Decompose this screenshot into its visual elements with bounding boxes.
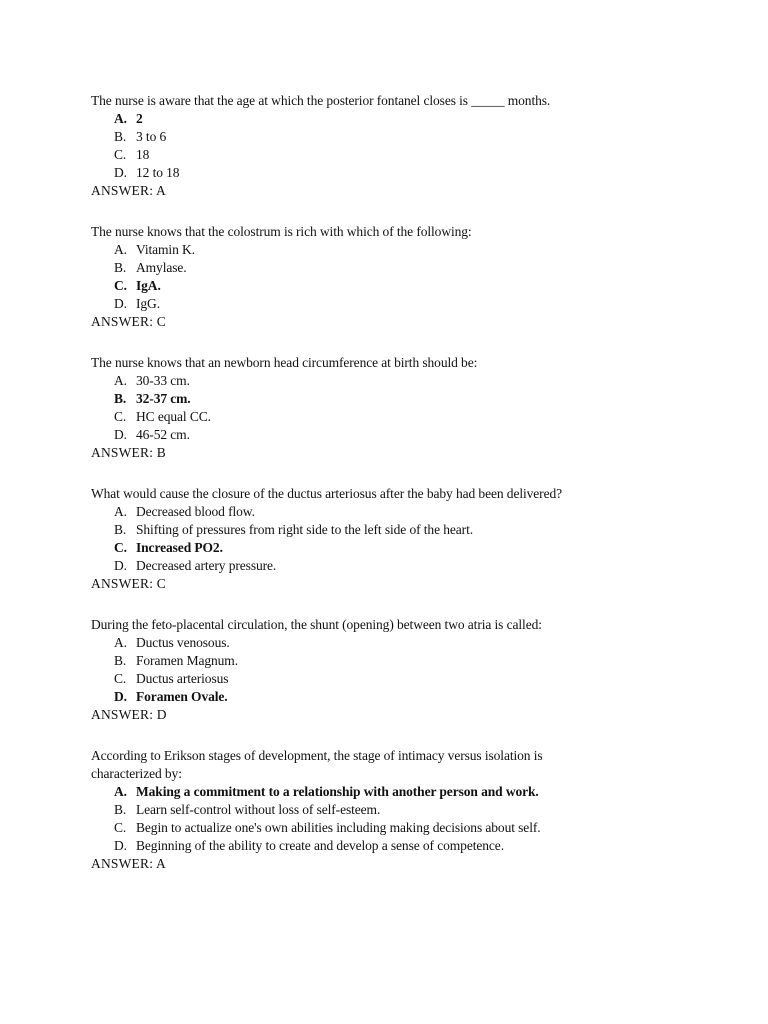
question-stem: The nurse is aware that the age at which the posterior fontanel closes is _____ months. [91, 93, 551, 108]
option-list [91, 503, 711, 575]
question-3 [91, 354, 711, 462]
answer-line: ANSWER: C [91, 314, 166, 329]
question-stem: During the feto-placental circulation, the shunt (opening) between two atria is called: [91, 617, 542, 632]
option-b [91, 390, 711, 408]
question-stem: The nurse knows that the colostrum is rich with which of the following: [91, 224, 472, 239]
option-text: Making a commitment to a relationship with another person and work. [136, 784, 539, 799]
option-letter: D. [114, 427, 127, 442]
option-letter: D. [114, 689, 127, 704]
option-text: 30-33 cm. [136, 373, 190, 388]
option-text: Begin to actualize one's own abilities including making decisions about self. [136, 820, 541, 835]
option-text: 46-52 cm. [136, 427, 190, 442]
option-d [91, 426, 711, 444]
option-letter: C. [114, 409, 127, 424]
option-text: Decreased artery pressure. [136, 558, 277, 573]
option-c [91, 408, 711, 426]
option-a [91, 503, 711, 521]
spacer [91, 724, 711, 747]
option-text: Ductus venosous. [136, 635, 230, 650]
question-stem: The nurse knows that an newborn head circumference at birth should be: [91, 355, 478, 370]
option-text: Increased PO2. [136, 540, 223, 555]
option-text: 2 [136, 111, 143, 126]
option-letter: A. [114, 504, 127, 519]
answer-line: ANSWER: A [91, 183, 166, 198]
option-d [91, 837, 711, 855]
option-text: IgA. [136, 278, 161, 293]
option-letter: D. [114, 296, 127, 311]
option-text: Ductus arteriosus [136, 671, 229, 686]
option-b [91, 801, 711, 819]
question-5 [91, 616, 711, 724]
spacer [91, 331, 711, 354]
option-text: 32-37 cm. [136, 391, 191, 406]
document-page [91, 92, 711, 873]
option-text: 12 to 18 [136, 165, 180, 180]
answer-line: ANSWER: B [91, 445, 166, 460]
option-letter: D. [114, 165, 127, 180]
spacer [91, 462, 711, 485]
option-d [91, 295, 711, 313]
option-letter: C. [114, 278, 127, 293]
spacer [91, 200, 711, 223]
question-2 [91, 223, 711, 331]
option-list [91, 372, 711, 444]
option-c [91, 146, 711, 164]
answer-line: ANSWER: D [91, 707, 167, 722]
option-b [91, 128, 711, 146]
option-b [91, 521, 711, 539]
question-4 [91, 485, 711, 593]
option-c [91, 539, 711, 557]
answer-line: ANSWER: A [91, 856, 166, 871]
option-letter: B. [114, 802, 127, 817]
option-letter: A. [114, 373, 127, 388]
option-d [91, 164, 711, 182]
option-a [91, 110, 711, 128]
option-letter: B. [114, 653, 127, 668]
option-text: Foramen Magnum. [136, 653, 238, 668]
option-text: Vitamin K. [136, 242, 195, 257]
option-text: 3 to 6 [136, 129, 167, 144]
option-letter: B. [114, 391, 127, 406]
option-c [91, 277, 711, 295]
question-6 [91, 747, 711, 873]
option-text: 18 [136, 147, 150, 162]
option-text: Learn self-control without loss of self-esteem. [136, 802, 381, 817]
question-1 [91, 92, 711, 200]
option-letter: C. [114, 540, 127, 555]
option-a [91, 783, 711, 801]
option-d [91, 557, 711, 575]
option-letter: B. [114, 129, 127, 144]
option-text: Amylase. [136, 260, 187, 275]
option-list [91, 110, 711, 182]
option-letter: A. [114, 111, 127, 126]
option-a [91, 372, 711, 390]
option-a [91, 241, 711, 259]
option-list [91, 634, 711, 706]
answer-line: ANSWER: C [91, 576, 166, 591]
option-letter: D. [114, 558, 127, 573]
option-text: Foramen Ovale. [136, 689, 228, 704]
option-d [91, 688, 711, 706]
option-letter: C. [114, 671, 127, 686]
option-text: Decreased blood flow. [136, 504, 255, 519]
option-letter: D. [114, 838, 127, 853]
option-letter: A. [114, 635, 127, 650]
option-letter: B. [114, 260, 127, 275]
option-b [91, 259, 711, 277]
option-b [91, 652, 711, 670]
option-letter: C. [114, 147, 127, 162]
option-text: HC equal CC. [136, 409, 211, 424]
option-text: Shifting of pressures from right side to the left side of the heart. [136, 522, 473, 537]
option-c [91, 670, 711, 688]
question-stem: What would cause the closure of the ductus arteriosus after the baby had been delivered? [91, 486, 563, 501]
option-text: Beginning of the ability to create and develop a sense of competence. [136, 838, 504, 853]
option-a [91, 634, 711, 652]
spacer [91, 593, 711, 616]
option-letter: B. [114, 522, 127, 537]
option-c [91, 819, 711, 837]
option-list [91, 241, 711, 313]
option-text: IgG. [136, 296, 160, 311]
option-letter: C. [114, 820, 127, 835]
question-stem: According to Erikson stages of development, the stage of intimacy versus isolation is characterized by: [91, 748, 543, 781]
option-letter: A. [114, 784, 127, 799]
option-letter: A. [114, 242, 127, 257]
option-list [91, 783, 711, 855]
